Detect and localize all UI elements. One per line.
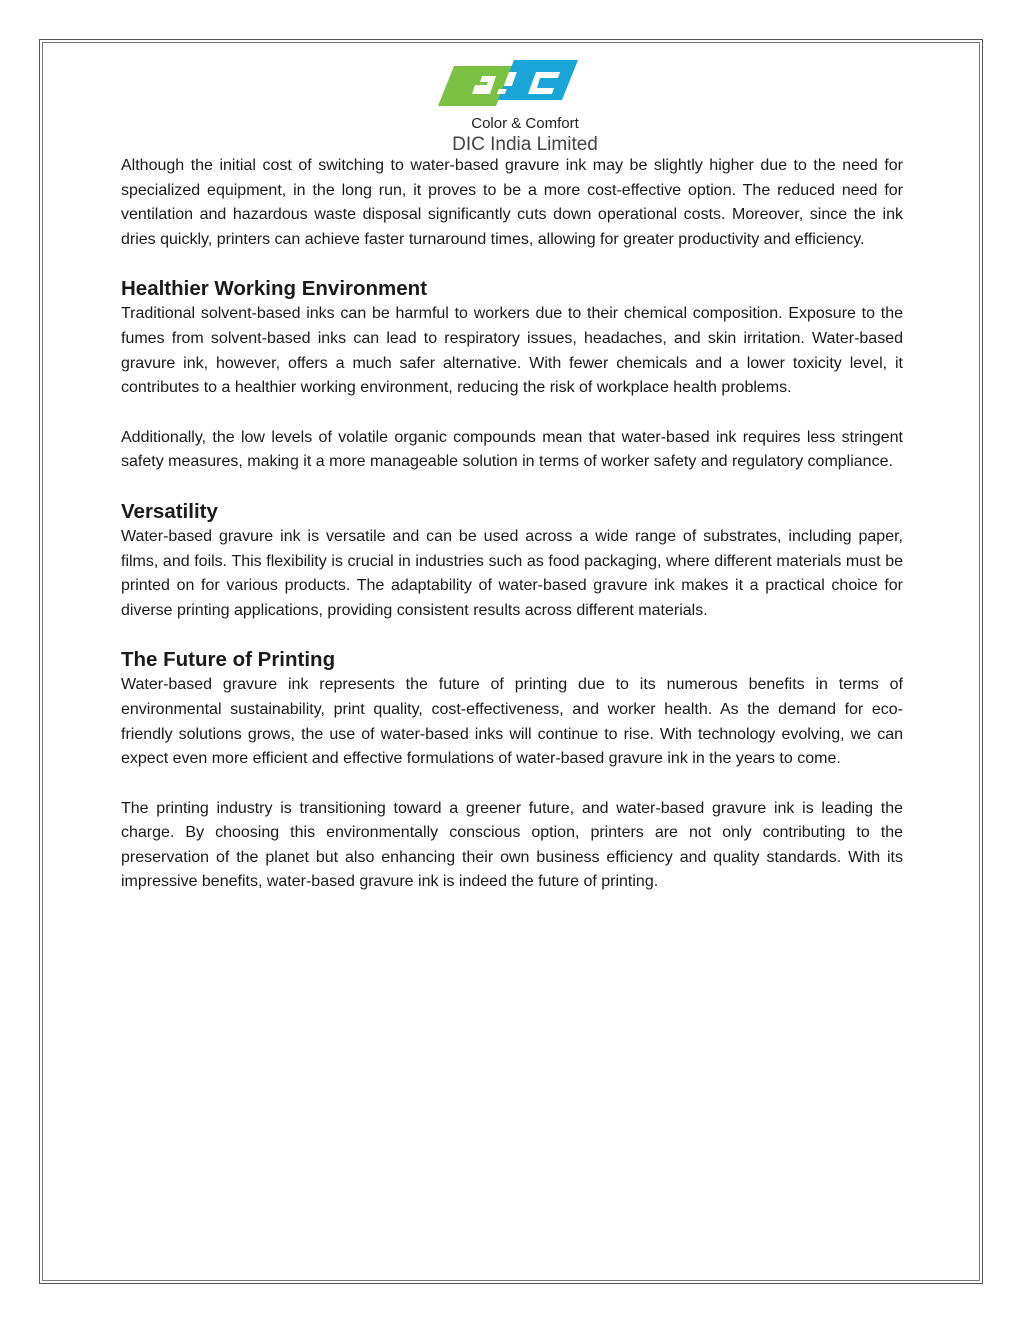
document-body [121,154,903,895]
dic-logo-mark [430,58,620,114]
section-paragraph: Traditional solvent-based inks can be harmful to workers due to their chemical composition. Exposure to the fumes from solvent-based inks can lead to respiratory issues, headaches, and skin irritation. Water-based gravure ink, however, offers a much safer alternative. With fewer chemicals and a lower toxicity level, it contributes to a healthier working environment, reducing the risk of workplace health problems. [121,305,903,397]
section-paragraph: Additionally, the low levels of volatile organic compounds mean that water-based ink requires less stringent safety measures, making it a more manageable solution in terms of worker safety and regulatory compliance. [121,428,903,471]
section-paragraph: Water-based gravure ink represents the future of printing due to its numerous benefits in terms of environmental sustainability, print quality, cost-effectiveness, and worker health. As the demand for eco-friendly solutions grows, the use of water-based inks will continue to rise. With technology evolving, we can expect even more efficient and effective formulations of water-based gravure ink in the years to come. [121,676,903,768]
section-heading-future-of-printing: The Future of Printing [121,648,336,672]
intro-paragraph: Although the initial cost of switching to water-based gravure ink may be slightly higher due to the need for specialized equipment, in the long run, it proves to be a more cost-effective option. The reduced need for ventilation and hazardous waste disposal significantly cuts down operational costs. Moreover, since the ink dries quickly, printers can achieve faster turnaround times, allowing for greater productivity and efficiency. [121,157,903,248]
company-logo [430,58,620,158]
section-paragraph: Water-based gravure ink is versatile and can be used across a wide range of substrates, including paper, films, and foils. This flexibility is crucial in industries such as food packaging, where different materials must be printed on for various products. The adaptability of water-based gravure ink makes it a practical choice for diverse printing applications, providing consistent results across different materials. [121,527,903,619]
section-heading-healthier-working-environment: Healthier Working Environment [121,277,428,301]
logo-tagline: Color & Comfort [471,115,579,132]
section-paragraph: The printing industry is transitioning toward a greener future, and water-based gravure ink is leading the charge. By choosing this environmentally conscious option, printers are not only contributing to the preservation of the planet but also enhancing their own business efficiency and quality standards. With its impressive benefits, water-based gravure ink is indeed the future of printing. [121,799,903,891]
section-heading-versatility: Versatility [121,499,218,523]
logo-company-name: DIC India Limited [452,134,598,155]
